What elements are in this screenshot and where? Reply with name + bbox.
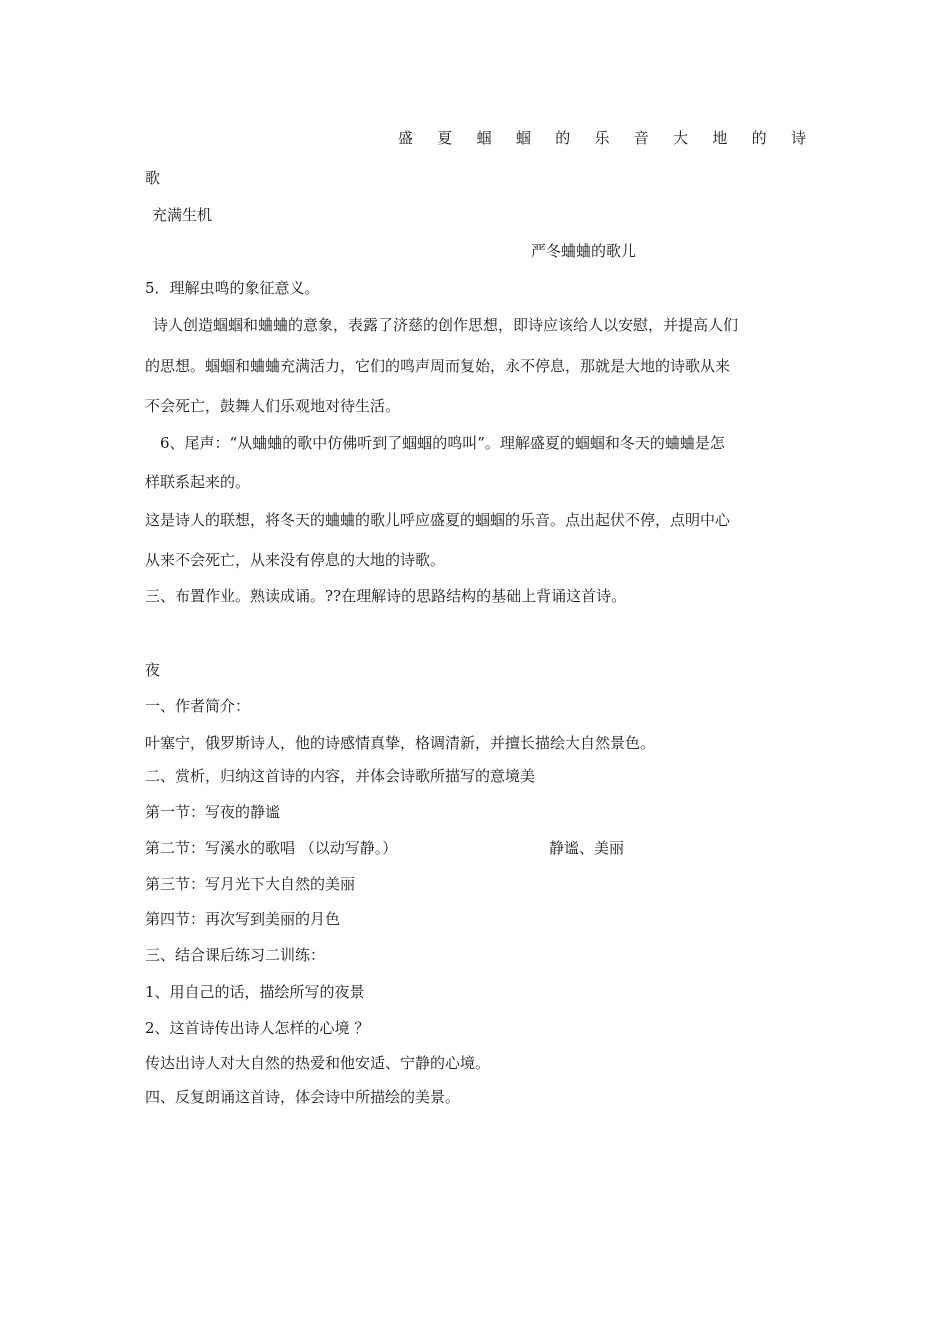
winter-cricket-label: 严冬蛐蛐的歌儿 [531, 242, 637, 260]
question-5: 5．理解虫鸣的象征意义。 [145, 279, 320, 297]
stanza-2: 第二节：写溪水的歌唱 （以动写静。） [145, 839, 398, 857]
poem-title: 夜 [145, 661, 161, 679]
answer-5-line-2: 的思想。蝈蝈和蛐蛐充满活力，它们的鸣声周而复始，永不停息，那就是大地的诗歌从来 [145, 357, 731, 375]
exercise-1: 1、用自己的话，描绘所写的夜景 [145, 983, 365, 1001]
spread-char: 诗 [790, 129, 806, 147]
vitality-label: 充满生机 [152, 206, 213, 224]
stanza-3: 第三节：写月光下大自然的美丽 [145, 875, 356, 893]
spread-char: 的 [555, 129, 571, 147]
spread-char: 的 [751, 129, 767, 147]
exercise-2-answer: 传达出诗人对大自然的热爱和他安适、宁静的心境。 [145, 1054, 491, 1072]
question-6-line-1: 6、尾声：“从蛐蛐的歌中仿佛听到了蝈蝈的鸣叫”。理解盛夏的蝈蝈和冬天的蛐蛐是怎 [160, 434, 725, 452]
exercise-heading: 三、结合课后练习二训练： [145, 946, 326, 964]
homework: 三、布置作业。熟读成诵。??在理解诗的思路结构的基础上背诵这首诗。 [145, 587, 627, 605]
spread-char: 夏 [437, 129, 453, 147]
answer-6-line-2: 从来不会死亡，从来没有停息的大地的诗歌。 [145, 551, 446, 569]
stanza-2-note: 静谧、美丽 [549, 839, 625, 857]
analysis-heading: 二、赏析，归纳这首诗的内容，并体会诗歌所描写的意境美 [145, 767, 536, 785]
author-heading: 一、作者简介： [145, 697, 251, 715]
spread-char: 音 [633, 129, 649, 147]
answer-5-line-3: 不会死亡，鼓舞人们乐观地对待生活。 [145, 397, 401, 415]
stanza-4: 第四节：再次写到美丽的月色 [145, 910, 341, 928]
stanza-1: 第一节：写夜的静谧 [145, 803, 281, 821]
spread-char: 大 [673, 129, 689, 147]
spread-char: 盛 [398, 129, 414, 147]
answer-6-line-1: 这是诗人的联想，将冬天的蛐蛐的歌儿呼应盛夏的蝈蝈的乐音。点出起伏不停，点明中心 [145, 511, 731, 529]
exercise-2: 2、这首诗传出诗人怎样的心境 ？ [145, 1019, 370, 1037]
spread-char: 乐 [594, 129, 610, 147]
spread-char: 地 [712, 129, 728, 147]
question-6-line-2: 样联系起来的。 [145, 473, 251, 491]
recite-instruction: 四、反复朗诵这首诗，体会诗中所描绘的美景。 [145, 1088, 461, 1106]
summer-katydid-line [398, 128, 806, 148]
answer-5-line-1: 诗人创造蝈蝈和蛐蛐的意象，表露了济慈的创作思想，即诗应该给人以安慰，并提高人们 [153, 316, 739, 334]
spread-char: 蝈 [515, 129, 531, 147]
spread-char: 蝈 [476, 129, 492, 147]
author-text: 叶塞宁，俄罗斯诗人，他的诗感情真挚，格调清新，并擅长描绘大自然景色。 [145, 734, 656, 752]
spread-tail: 歌 [145, 169, 161, 187]
